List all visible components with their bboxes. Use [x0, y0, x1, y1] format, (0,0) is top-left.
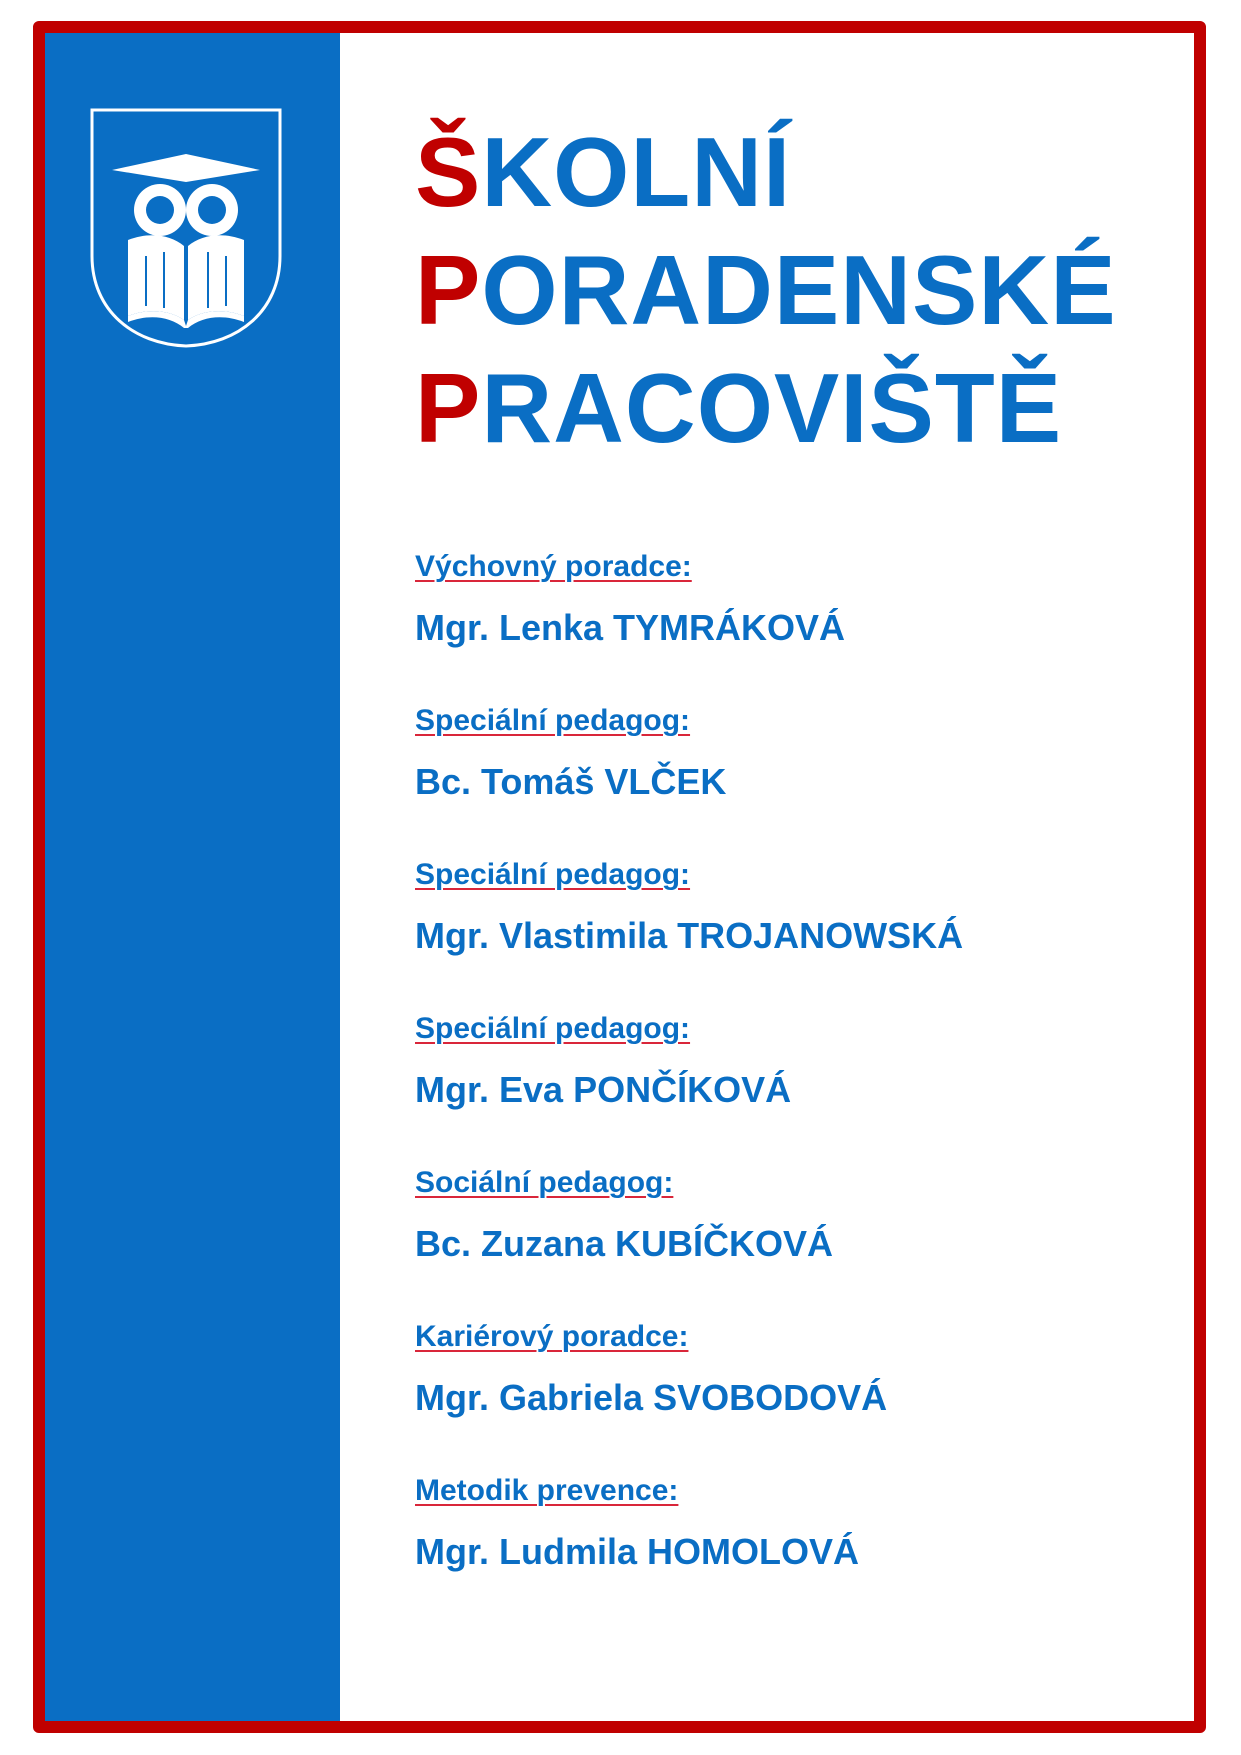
title-line-1: [415, 113, 1117, 231]
person-name: Mgr. Lenka TYMRÁKOVÁ: [415, 607, 846, 648]
role-label: Speciální pedagog:: [415, 1012, 691, 1045]
title-rest: KOLNÍ: [481, 117, 792, 227]
staff-entry: [415, 856, 1175, 1010]
staff-list: [415, 548, 1175, 1626]
staff-entry: [415, 1010, 1175, 1164]
person-name: Bc. Zuzana KUBÍČKOVÁ: [415, 1223, 834, 1264]
staff-entry: [415, 548, 1175, 702]
role-label: Metodik prevence:: [415, 1474, 679, 1507]
person-name: Mgr. Eva PONČÍKOVÁ: [415, 1069, 792, 1110]
role-label: Výchovný poradce:: [415, 550, 692, 583]
person-name: Mgr. Vlastimila TROJANOWSKÁ: [415, 915, 964, 956]
person-name: Mgr. Ludmila HOMOLOVÁ: [415, 1531, 860, 1572]
role-label: Speciální pedagog:: [415, 858, 691, 891]
title-line-3: [415, 349, 1117, 467]
role-label: Sociální pedagog:: [415, 1166, 674, 1199]
title-line-2: [415, 231, 1117, 349]
staff-entry: [415, 1472, 1175, 1626]
title-initial: Š: [415, 117, 482, 227]
title-initial: P: [415, 353, 482, 463]
role-label: Speciální pedagog:: [415, 704, 691, 737]
person-name: Bc. Tomáš VLČEK: [415, 761, 727, 802]
role-label: Kariérový poradce:: [415, 1320, 689, 1353]
page-title: [415, 113, 1117, 467]
staff-entry: [415, 702, 1175, 856]
title-rest: RACOVIŠTĚ: [481, 353, 1063, 463]
blue-sidebar: [45, 33, 340, 1721]
staff-entry: [415, 1318, 1175, 1472]
school-emblem-icon: [88, 106, 284, 350]
title-initial: P: [415, 235, 482, 345]
red-frame: [33, 21, 1206, 1733]
person-name: Mgr. Gabriela SVOBODOVÁ: [415, 1377, 888, 1418]
staff-entry: [415, 1164, 1175, 1318]
title-rest: ORADENSKÉ: [481, 235, 1117, 345]
